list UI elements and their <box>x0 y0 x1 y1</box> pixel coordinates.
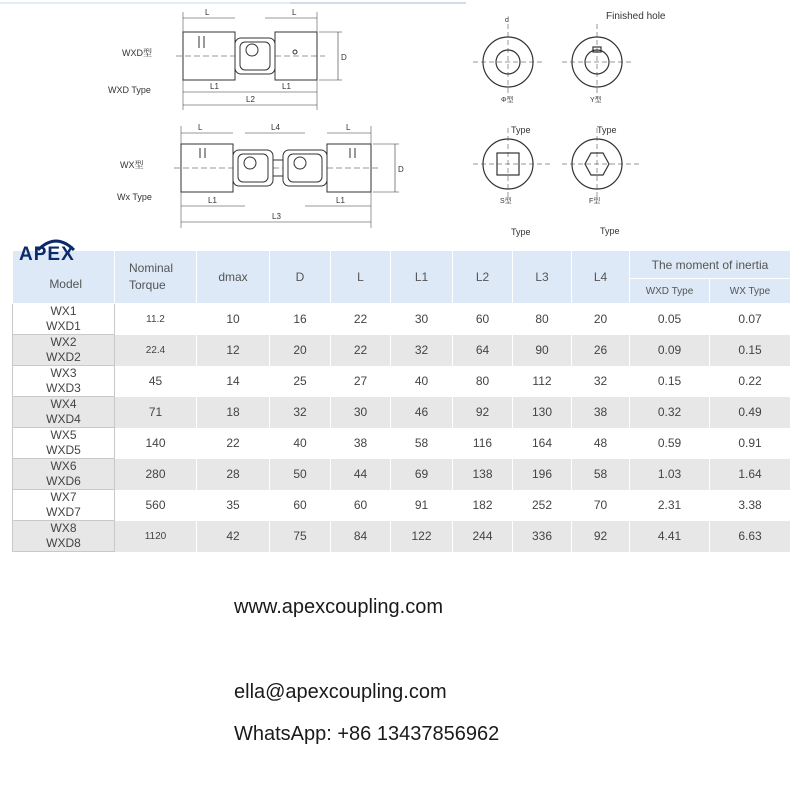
wx-model: WX2 <box>50 335 77 349</box>
model-cell <box>13 490 115 521</box>
wxd-coupling-drawing <box>176 12 342 110</box>
cell-L3: 90 <box>513 335 572 366</box>
website-text[interactable]: www.apexcoupling.com <box>234 596 443 618</box>
cell-L2: 244 <box>453 521 513 552</box>
dim-label: D <box>398 165 404 174</box>
cell-wxd-inertia: 2.31 <box>630 490 710 521</box>
dim-label: d <box>505 17 509 24</box>
wx-model: WX1 <box>50 304 77 318</box>
whatsapp-text: WhatsApp: +86 13437856962 <box>234 723 500 745</box>
cell-L: 22 <box>331 335 391 366</box>
cell-torque: 280 <box>115 459 197 490</box>
wxd-model: WXD4 <box>46 412 81 426</box>
table-row <box>13 366 791 397</box>
dim-label: D <box>341 53 347 62</box>
dim-label: L4 <box>271 123 280 132</box>
cell-L3: 164 <box>513 428 572 459</box>
model-cell <box>13 335 115 366</box>
cell-L: 22 <box>331 304 391 335</box>
cell-L1: 30 <box>391 304 453 335</box>
cell-wx-inertia: 6.63 <box>710 521 791 552</box>
dim-label: L <box>346 123 351 132</box>
finished-hole-label: Finished hole <box>606 11 666 22</box>
keyed-hole-icon <box>562 24 632 98</box>
cell-L4: 20 <box>572 304 630 335</box>
cell-D: 32 <box>270 397 331 428</box>
dim-label: L3 <box>272 212 281 221</box>
cell-L: 27 <box>331 366 391 397</box>
cell-L: 60 <box>331 490 391 521</box>
table-row <box>13 521 791 552</box>
email-text[interactable]: ella@apexcoupling.com <box>234 681 447 703</box>
dim-label: L1 <box>208 196 217 205</box>
wxd-model: WXD6 <box>46 474 81 488</box>
cell-wxd-inertia: 4.41 <box>630 521 710 552</box>
header-dmax: dmax <box>197 251 270 304</box>
cell-L1: 46 <box>391 397 453 428</box>
cell-D: 20 <box>270 335 331 366</box>
cell-dmax: 35 <box>197 490 270 521</box>
cell-D: 50 <box>270 459 331 490</box>
cell-dmax: 18 <box>197 397 270 428</box>
wx-model: WX7 <box>50 490 77 504</box>
model-cell <box>13 366 115 397</box>
round-hole-icon <box>473 24 543 98</box>
cell-wx-inertia: 1.64 <box>710 459 791 490</box>
cell-torque: 22.4 <box>115 335 197 366</box>
table-row <box>13 459 791 490</box>
cell-L3: 112 <box>513 366 572 397</box>
dim-label: L1 <box>282 82 291 91</box>
hole-type-caption: Φ型 <box>501 97 514 104</box>
cell-L4: 58 <box>572 459 630 490</box>
cell-wxd-inertia: 0.59 <box>630 428 710 459</box>
cell-L: 38 <box>331 428 391 459</box>
dim-label: L <box>292 8 297 17</box>
model-cell <box>13 459 115 490</box>
cell-L3: 336 <box>513 521 572 552</box>
apex-logo-text: APEX <box>19 244 75 265</box>
wx-type-label: Wx Type <box>117 192 152 202</box>
dim-label: L2 <box>246 95 255 104</box>
cell-D: 16 <box>270 304 331 335</box>
table-row <box>13 335 791 366</box>
wxd-model: WXD8 <box>46 536 81 550</box>
cell-L4: 38 <box>572 397 630 428</box>
wxd-model: WXD5 <box>46 443 81 457</box>
header-L4: L4 <box>572 251 630 304</box>
header-D: D <box>270 251 331 304</box>
header-L3: L3 <box>513 251 572 304</box>
cell-L1: 91 <box>391 490 453 521</box>
cell-L4: 48 <box>572 428 630 459</box>
wx-model: WX3 <box>50 366 77 380</box>
cell-torque: 1120 <box>115 521 197 552</box>
header-torque: Nominal Torque <box>115 251 197 304</box>
cell-L2: 182 <box>453 490 513 521</box>
cell-wxd-inertia: 0.09 <box>630 335 710 366</box>
cell-L3: 196 <box>513 459 572 490</box>
dim-label: L1 <box>336 196 345 205</box>
header-model: Model <box>13 251 115 304</box>
cell-D: 60 <box>270 490 331 521</box>
cell-torque: 71 <box>115 397 197 428</box>
cell-L2: 92 <box>453 397 513 428</box>
cell-D: 25 <box>270 366 331 397</box>
cell-L4: 70 <box>572 490 630 521</box>
cell-L3: 252 <box>513 490 572 521</box>
table-row <box>13 304 791 335</box>
spec-table <box>12 250 791 552</box>
cell-dmax: 28 <box>197 459 270 490</box>
model-cell <box>13 428 115 459</box>
type-label: Type <box>511 125 531 135</box>
cell-L1: 69 <box>391 459 453 490</box>
wxd-model: WXD2 <box>46 350 81 364</box>
cell-L1: 122 <box>391 521 453 552</box>
cell-wx-inertia: 0.07 <box>710 304 791 335</box>
cell-dmax: 42 <box>197 521 270 552</box>
hole-type-caption: F型 <box>589 198 601 205</box>
cell-torque: 560 <box>115 490 197 521</box>
cell-L2: 116 <box>453 428 513 459</box>
cell-L1: 58 <box>391 428 453 459</box>
technical-drawings <box>0 0 800 245</box>
cell-L4: 26 <box>572 335 630 366</box>
cell-torque: 11.2 <box>115 304 197 335</box>
table-row <box>13 428 791 459</box>
dim-label: L <box>205 8 210 17</box>
cell-L: 30 <box>331 397 391 428</box>
wx-model: WX8 <box>50 521 77 535</box>
wx-model: WX6 <box>50 459 77 473</box>
cell-L2: 60 <box>453 304 513 335</box>
header-inertia: The moment of inertia <box>630 251 791 279</box>
cell-wx-inertia: 0.49 <box>710 397 791 428</box>
cell-dmax: 14 <box>197 366 270 397</box>
header-wxd-type: WXD Type <box>630 279 710 304</box>
cell-dmax: 10 <box>197 304 270 335</box>
wxd-type-label: WXD Type <box>108 85 151 95</box>
header-L1: L1 <box>391 251 453 304</box>
model-cell <box>13 521 115 552</box>
wx-coupling-drawing <box>174 126 399 228</box>
dim-label: L <box>198 123 203 132</box>
header-L: L <box>331 251 391 304</box>
wxd-model: WXD3 <box>46 381 81 395</box>
cell-torque: 45 <box>115 366 197 397</box>
cell-D: 75 <box>270 521 331 552</box>
cell-wx-inertia: 0.15 <box>710 335 791 366</box>
dim-label: L1 <box>210 82 219 91</box>
cell-L2: 80 <box>453 366 513 397</box>
cell-L2: 138 <box>453 459 513 490</box>
wx-model-label: WX型 <box>120 160 144 170</box>
wxd-model-label: WXD型 <box>122 48 152 58</box>
model-cell <box>13 304 115 335</box>
cell-wx-inertia: 0.22 <box>710 366 791 397</box>
square-hole-icon <box>473 128 550 200</box>
table-row <box>13 397 791 428</box>
hex-hole-icon <box>562 128 640 200</box>
cell-wx-inertia: 3.38 <box>710 490 791 521</box>
cell-wxd-inertia: 0.15 <box>630 366 710 397</box>
cell-wx-inertia: 0.91 <box>710 428 791 459</box>
wxd-model: WXD1 <box>46 319 81 333</box>
cell-L4: 92 <box>572 521 630 552</box>
table-row <box>13 490 791 521</box>
hole-type-caption: S型 <box>500 198 512 205</box>
cell-wxd-inertia: 0.32 <box>630 397 710 428</box>
cell-D: 40 <box>270 428 331 459</box>
cell-dmax: 22 <box>197 428 270 459</box>
cell-L3: 80 <box>513 304 572 335</box>
model-cell <box>13 397 115 428</box>
cell-wxd-inertia: 0.05 <box>630 304 710 335</box>
type-label: Type <box>511 227 531 237</box>
cell-L: 44 <box>331 459 391 490</box>
type-label: Type <box>597 125 617 135</box>
cell-L: 84 <box>331 521 391 552</box>
cell-wxd-inertia: 1.03 <box>630 459 710 490</box>
hole-type-caption: Y型 <box>590 97 602 104</box>
wxd-model: WXD7 <box>46 505 81 519</box>
header-wx-type: WX Type <box>710 279 791 304</box>
type-label: Type <box>600 226 620 236</box>
cell-L4: 32 <box>572 366 630 397</box>
cell-L1: 32 <box>391 335 453 366</box>
cell-L3: 130 <box>513 397 572 428</box>
cell-L2: 64 <box>453 335 513 366</box>
cell-dmax: 12 <box>197 335 270 366</box>
header-L2: L2 <box>453 251 513 304</box>
cell-L1: 40 <box>391 366 453 397</box>
cell-torque: 140 <box>115 428 197 459</box>
wx-model: WX4 <box>50 397 77 411</box>
wx-model: WX5 <box>50 428 77 442</box>
